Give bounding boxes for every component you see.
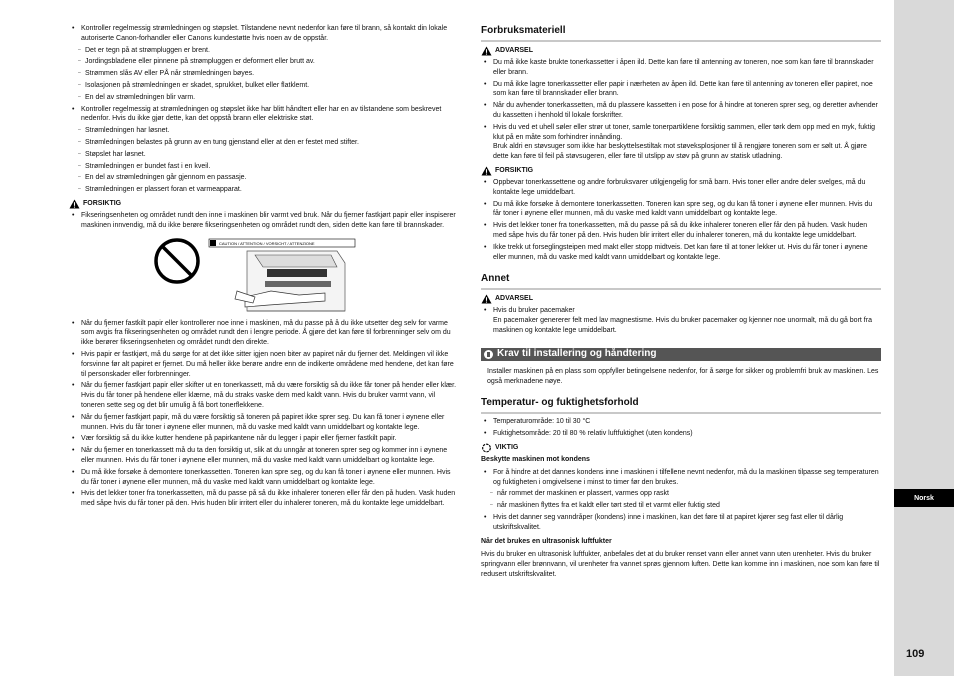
caution-icon <box>481 166 492 176</box>
list-item-text: En pacemaker genererer felt med lav magnestisme. Hvis du bruker pacemaker og kjenner noe unormalt, må du gå bort fra maskinen og kontakte lege umiddelbart. <box>493 317 872 334</box>
section-title-annet: Annet <box>481 272 881 290</box>
important-label: VIKTIG <box>495 444 519 452</box>
prohibition-icon <box>153 237 201 285</box>
subheading: Når det brukes en ultrasonisk luftfukter <box>481 537 612 545</box>
sub-item: – Jordingsbladene eller pinnene på strømpluggen er deformert eller brutt av. <box>69 57 457 67</box>
list-item: • Vær forsiktig så du ikke kutter hendene på papirkantene når du legger i papir eller fjerner fastkilt papir. <box>69 434 457 444</box>
caution-label: FORSIKTIG <box>83 200 122 208</box>
section-title-forbruksmateriell: Forbruksmateriell <box>481 24 881 42</box>
language-tab[interactable]: Norsk <box>894 489 954 507</box>
list-item: • Hvis det lekker toner fra tonerkassetten, må du passe på så du ikke inhalerer toneren eller får den på huden. Vask huden med såpe hvis du får toner på den. Hvis huden blir irritert eller du inhalerer toneren, må du kontakte lege umiddelbart. <box>481 221 881 241</box>
caution-icon <box>69 199 80 209</box>
sub-item: – Strømledningen er bundet fast i en kveil. <box>69 162 457 172</box>
caution-sticker-text: CAUTION / ATTENTION / VORSICHT / ATTENZIONE <box>219 240 315 246</box>
list-item <box>481 123 881 162</box>
list-item: • Du må ikke forsøke å demontere tonerkassetten. Toneren kan spre seg, og du kan få toner i øynene eller munnen. Hvis du får toner i øynene eller munnen, må du vaske med kaldt vann umiddelbart og kontakte lege. <box>481 200 881 220</box>
list-item: • Når du fjerner en tonerkassett må du ta den forsiktig ut, slik at du unngår at toneren sprer seg og kommer inn i øynene eller munnen. Hvis du får toner i øynene eller munnen, må du vaske med kaldt vann umiddelbart og kontakte lege. <box>69 446 457 466</box>
paragraph: Hvis du bruker en ultrasonisk luftfukter, anbefales det at du bruker renset vann eller annet vann uten urenheter. Hvis du bruker springvann eller brønnvann, vil urenheter fra vannet sprøs gjennom luften. Dette kan komme inn i maskinen, noe som kan føre til redusert utskriftskvalitet. <box>481 551 880 578</box>
list-item <box>481 306 881 335</box>
subheading: Beskytte maskinen mot kondens <box>481 455 590 463</box>
section-bar-label: Krav til installering og håndtering <box>497 348 657 360</box>
sub-item: – Isolasjonen på strømledningen er skadet, sprukket, bulket eller flatklemt. <box>69 81 457 91</box>
list-item-text: • Hvis du bruker pacemaker <box>493 307 575 315</box>
caution-label: FORSIKTIG <box>495 167 534 175</box>
page-number: 109 <box>906 648 925 660</box>
section-title-temperature: Temperatur- og fuktighetsforhold <box>481 396 881 414</box>
list-item: • Temperaturområde: 10 til 30 °C <box>481 417 881 427</box>
list-item: • Når du fjerner fastkjørt papir, må du være forsiktig så toneren på papiret ikke sprer seg. Du kan få toner i øynene eller munnen. Hvis du får toner i øynene eller munnen, må du vaske med kaldt vann umiddelbart og kontakte lege. <box>69 413 457 433</box>
list-item: • Kontroller regelmessig at strømledningen og støpslet ikke har blitt håndtert eller har en av tilstandene som beskrevet nedenfor. Hvis du ikke gjør dette, kan det oppstå brann eller elektriske støt. <box>69 105 457 125</box>
list-item-text: • Hvis du ved et uhell søler eller strør ut toner, samle tonerpartiklene forsiktig sammen, eller tørk dem opp med en myk, fuktig klut på en måte som forhindrer innånding. <box>493 123 876 141</box>
list-item: • Når du fjerner fastkilt papir eller kontrollerer noe inne i maskinen, må du passe på å du ikke utsetter deg selv for varme som avgis fra fikseringsenheten og området rundt den i lengre periode. Å gjøre det kan føre til forbrenninger selv om du ikke berører fikseringsenheten og området rundt den direkte. <box>69 319 457 348</box>
warning-label: ADVARSEL <box>495 47 533 55</box>
list-item: • Når du avhender tonerkassetten, må du plassere kassetten i en pose for å hindre at toneren sprer seg, og deretter avhender du kassetten i henhold til lokale forskrifter. <box>481 101 881 121</box>
sub-list <box>69 126 457 195</box>
warning-icon <box>481 294 492 304</box>
sub-item: – Strømledningen har løsnet. <box>69 126 457 136</box>
sub-item: – når maskinen flyttes fra et kaldt eller tørt sted til et varmt eller fuktig sted <box>481 501 881 511</box>
sub-item: – Strømmen slås AV eller PÅ når strømledningen bøyes. <box>69 69 457 79</box>
list-item: • Ikke trekk ut forseglingsteipen med makt eller stopp midtveis. Det kan føre til at toner lekker ut. Hvis du får toner i øynene eller munnen, må du vaske med kaldt vann umiddelbart og kontakte lege. <box>481 243 881 263</box>
important-heading <box>481 443 881 453</box>
sub-item: – Det er tegn på at strømpluggen er brent. <box>69 46 457 56</box>
sub-list <box>69 46 457 103</box>
list-item: • Hvis det lekker toner fra tonerkassetten, må du passe på så du ikke inhalerer toneren eller får den på huden. Vask huden med såpe hvis du får toner på den. Hvis huden blir irritert eller du inhalerer toneren, må du kontakte lege umiddelbart. <box>69 489 457 509</box>
warning-icon <box>481 46 492 56</box>
sub-item: – når rommet der maskinen er plassert, varmes opp raskt <box>481 489 881 499</box>
section-bullet-icon <box>484 350 493 359</box>
list-item: • Hvis det danner seg vanndråper (kondens) inne i maskinen, kan det føre til at papiret kjører seg fast eller til dårlig utskriftskvalitet. <box>481 513 881 533</box>
list-item: • Du må ikke forsøke å demontere tonerkassetten. Toneren kan spre seg, og du kan få toner i øynene eller munnen. Hvis du får toner i øynene eller munnen, må du vaske med kaldt vann umiddelbart og kontakte lege. <box>69 468 457 488</box>
list-item: • For å hindre at det dannes kondens inne i maskinen i tilfellene nevnt nedenfor, må du la maskinen tilpasse seg temperaturen og fuktigheten i omgivelsene i minst to timer før den brukes. <box>481 468 881 488</box>
warning-label: ADVARSEL <box>495 295 533 303</box>
list-item: • Hvis papir er fastkjørt, må du sørge for at det ikke sitter igjen noen biter av papiret når du fjerner det. Meldingen vil ikke forsvinne før alt papiret er fjernet. Du må heller ikke berøre andre enn de indikerte områdene med hendene, det kan føre til personskader eller forbrenninger. <box>69 350 457 379</box>
list-item: • Fikseringsenheten og området rundt den inne i maskinen blir varmt ved bruk. Når du fjerner fastkjørt papir eller inspiserer maskinen innvendig, må du ikke berøre fikseringsenheten og området rundt den, siden dette kan føre til brannskader. <box>69 211 457 231</box>
list-item: • Fuktighetsområde: 20 til 80 % relativ luftfuktighet (uten kondens) <box>481 429 881 439</box>
sub-item: – Strømledningen er plassert foran et varmeapparat. <box>69 185 457 195</box>
caution-heading <box>481 166 881 176</box>
list-item: • Kontroller regelmessig strømledningen og støpslet. Tilstandene nevnt nedenfor kan føre til brann, så kontakt din lokale autoriserte Canon-forhandler eller Canons kundestøtte hvis noen av de oppstår. <box>69 24 457 44</box>
list-item: • Du må ikke kaste brukte tonerkassetter i åpen ild. Dette kan føre til antenning av toneren, noe som kan føre til brannskader eller brann. <box>481 58 881 78</box>
right-column <box>481 24 881 583</box>
list-item: • Oppbevar tonerkassettene og andre forbruksvarer utilgjengelig for små barn. Hvis toner eller andre deler svelges, må du kontakte lege umiddelbart. <box>481 178 881 198</box>
sub-item: – Støpslet har løsnet. <box>69 150 457 160</box>
warning-heading <box>481 294 881 304</box>
illustration <box>153 237 457 313</box>
paragraph: Installer maskinen på en plass som oppfyller betingelsene nedenfor, for å sørge for sikker og problemfri bruk av maskinen. Les også merknadene nøye. <box>487 367 879 385</box>
printer-interior-illustration <box>207 237 357 313</box>
left-column <box>69 24 457 511</box>
list-item: • Når du fjerner fastkjørt papir eller skifter ut en tonerkassett, må du være forsiktig så du ikke får toner på hender eller klær. Hvis du får toner på hendene eller klærne, må du straks vaske dem med kaldt vann. Hvis du bruker varmt vann, vil toneren sette seg og det blir umulig å få bort tonerflekkene. <box>69 381 457 410</box>
important-icon <box>481 443 492 453</box>
list-item-text: Bruk aldri en støvsuger som ikke har beskyttelsestiltak mot støveksplosjoner til å rengjøre toneren som er sølt ut. Å gjøre dette kan føre til feil på støvsugeren, eller føre til utslipp av støv på grunn av statisk utladning. <box>493 143 867 161</box>
caution-heading <box>69 199 457 209</box>
section-bar-installation <box>481 348 881 361</box>
list-item: • Du må ikke lagre tonerkassetter eller papir i nærheten av åpen ild. Dette kan føre til antenning av toneren eller papiret, noe som kan føre til brannskader eller brann. <box>481 80 881 100</box>
sub-item: – En del av strømledningen blir varm. <box>69 93 457 103</box>
sub-item: – Strømledningen belastes på grunn av en tung gjenstand eller at den er festet med stifter. <box>69 138 457 148</box>
warning-heading <box>481 46 881 56</box>
sub-item: – En del av strømledningen går gjennom en passasje. <box>69 173 457 183</box>
side-margin <box>894 0 954 676</box>
